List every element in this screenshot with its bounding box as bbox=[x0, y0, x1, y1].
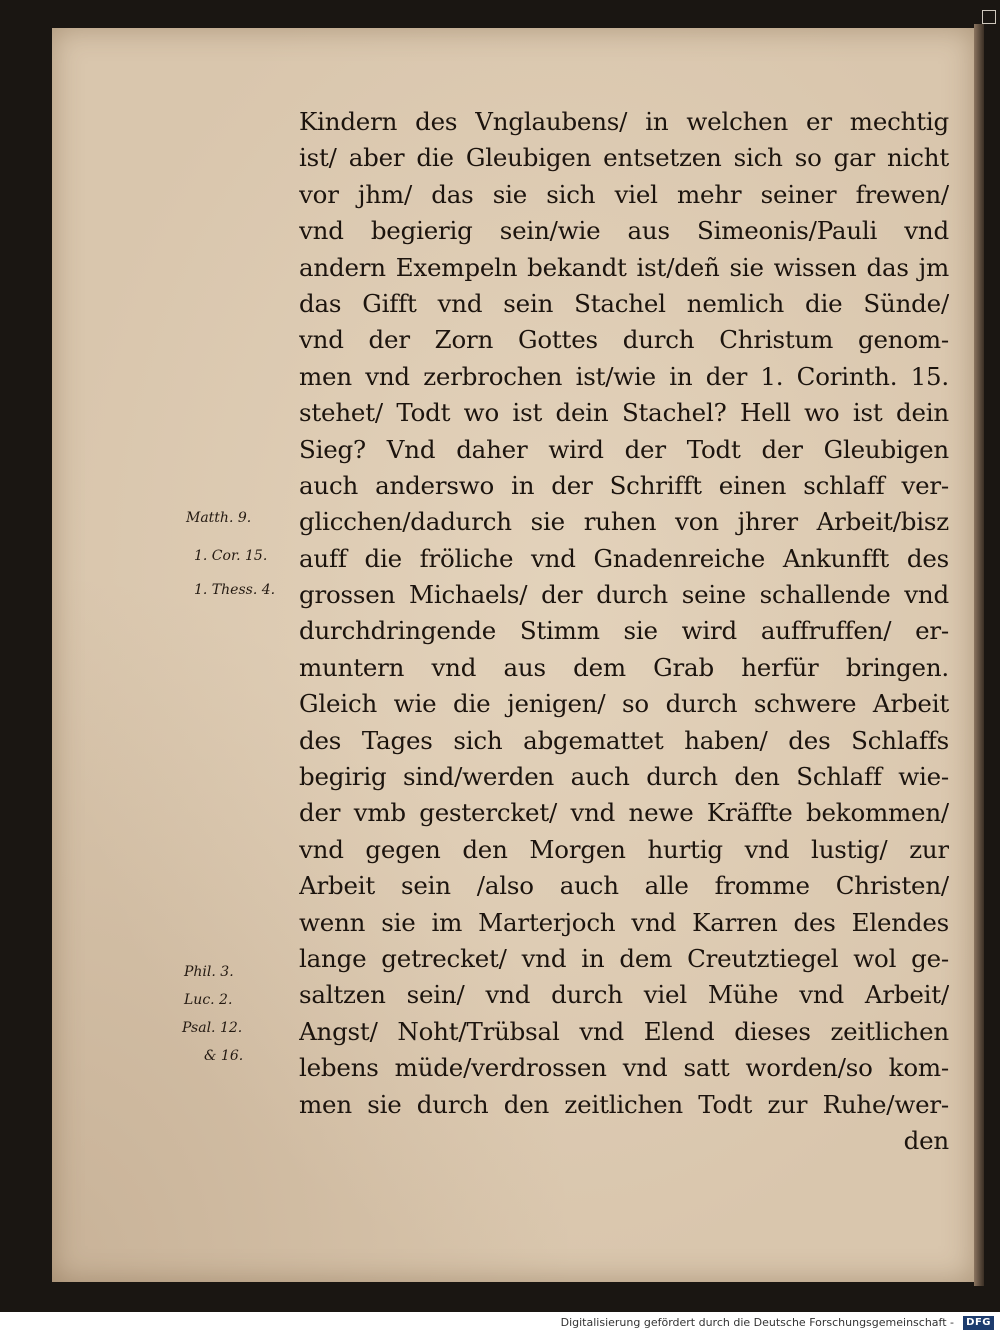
text-line: men vnd zerbrochen ist/wie in der 1. Corinth. 15. bbox=[299, 361, 949, 391]
scan-corner-marker bbox=[982, 10, 996, 24]
margin-note-psal-cont: & 16. bbox=[204, 1048, 244, 1064]
text-line: muntern vnd aus dem Grab herfür bringen. bbox=[299, 652, 949, 682]
text-line: men sie durch den zeitlichen Todt zur Ruhe/wer- bbox=[299, 1089, 949, 1119]
margin-note-cor: 1. Cor. 15. bbox=[194, 548, 268, 564]
text-line: vnd der Zorn Gottes durch Christum genom- bbox=[299, 325, 949, 355]
text-line: saltzen sein/ vnd durch viel Mühe vnd Arbeit/ bbox=[299, 980, 949, 1010]
text-line: das Gifft vnd sein Stachel nemlich die Sünde/ bbox=[299, 288, 949, 318]
text-line: begirig sind/werden auch durch den Schlaff wie- bbox=[299, 762, 949, 792]
page-edge bbox=[974, 24, 984, 1286]
text-line: wenn sie im Marterjoch vnd Karren des Elendes bbox=[299, 907, 949, 937]
margin-note-matth: Matth. 9. bbox=[186, 510, 252, 526]
text-line: auff die fröliche vnd Gnadenreiche Ankunfft des bbox=[299, 543, 949, 573]
text-line: andern Exempeln bekandt ist/deñ sie wissen das jm bbox=[299, 252, 949, 282]
text-line: auch anderswo in der Schrifft einen schlaff ver- bbox=[299, 470, 949, 500]
text-line: Gleich wie die jenigen/ so durch schwere Arbeit bbox=[299, 689, 949, 719]
margin-note-phil: Phil. 3. bbox=[184, 964, 234, 980]
text-line: Kindern des Vnglaubens/ in welchen er mechtig bbox=[299, 107, 949, 136]
text-line: glicchen/dadurch sie ruhen von jhrer Arbeit/bisz bbox=[299, 507, 949, 537]
text-line: lange getrecket/ vnd in dem Creutztiegel wol ge- bbox=[299, 943, 949, 973]
footer-bar bbox=[0, 1312, 1000, 1334]
text-line: ist/ aber die Gleubigen entsetzen sich so gar nicht bbox=[299, 143, 949, 173]
text-line: Sieg? Vnd daher wird der Todt der Gleubigen bbox=[299, 434, 949, 464]
footer-credit: Digitalisierung gefördert durch die Deutsche Forschungsgemeinschaft - bbox=[560, 1316, 954, 1329]
text-line: vnd gegen den Morgen hurtig vnd lustig/ zur bbox=[299, 834, 949, 864]
margin-note-psal: Psal. 12. bbox=[182, 1020, 243, 1036]
text-line: Angst/ Noht/Trübsal vnd Elend dieses zeitlichen bbox=[299, 1016, 949, 1046]
catchword: den bbox=[903, 1125, 949, 1155]
margin-note-luc: Luc. 2. bbox=[184, 992, 233, 1008]
text-line: vor jhm/ das sie sich viel mehr seiner frewen/ bbox=[299, 179, 949, 209]
dfg-logo-icon: DFG bbox=[963, 1316, 994, 1330]
margin-note-thess: 1. Thess. 4. bbox=[194, 582, 276, 598]
text-line: lebens müde/verdrossen vnd satt worden/so kom- bbox=[299, 1053, 949, 1083]
text-line: stehet/ Todt wo ist dein Stachel? Hell wo ist dein bbox=[299, 398, 949, 428]
text-line: der vmb gestercket/ vnd newe Kräffte bekommen/ bbox=[299, 798, 949, 828]
body-text bbox=[299, 104, 949, 1159]
text-line: Arbeit sein /also auch alle fromme Christen/ bbox=[299, 871, 949, 901]
text-line: durchdringende Stimm sie wird auffruffen/ er- bbox=[299, 616, 949, 646]
text-line: vnd begierig sein/wie aus Simeonis/Pauli vnd bbox=[299, 216, 949, 246]
text-line: des Tages sich abgemattet haben/ des Schlaffs bbox=[299, 725, 949, 755]
text-line: grossen Michaels/ der durch seine schallende vnd bbox=[299, 580, 949, 610]
